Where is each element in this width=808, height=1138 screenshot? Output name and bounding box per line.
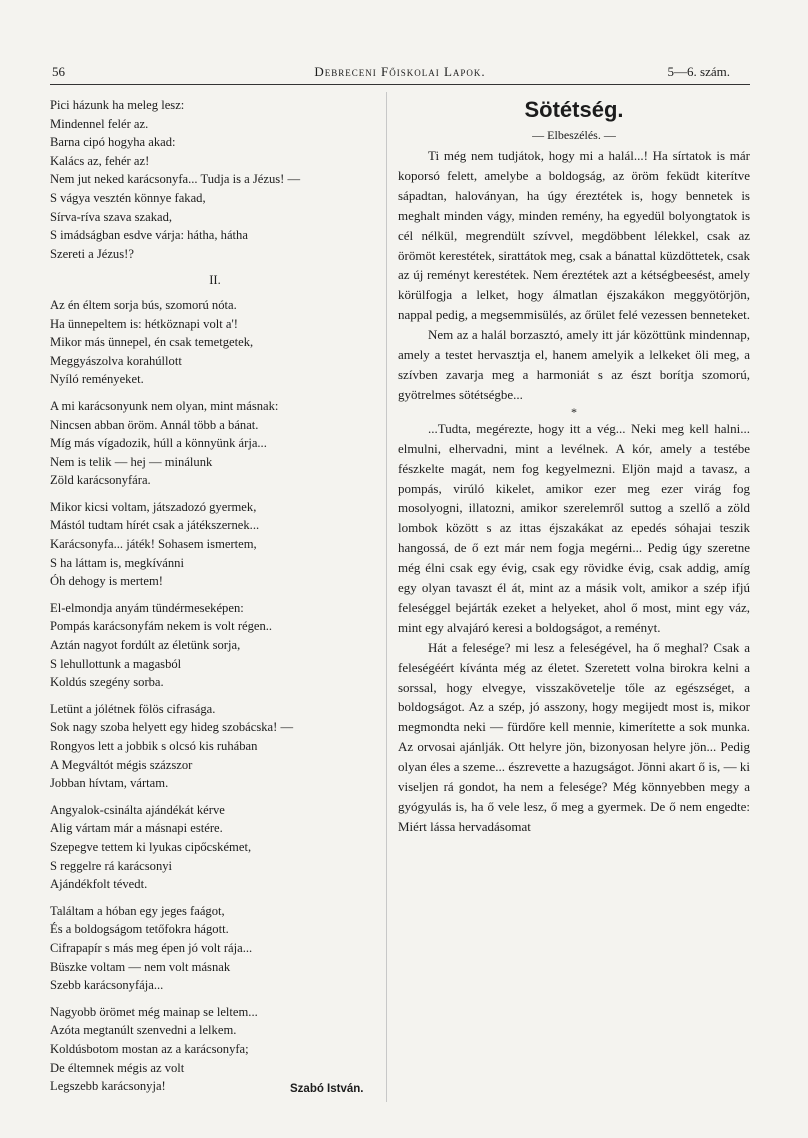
poem-stanza (50, 700, 380, 793)
poem-line: Koldús szegény sorba. (50, 675, 164, 690)
poem-line: Nincsen abban öröm. Annál több a bánat. (50, 417, 259, 432)
poem-line: Mindennel felér az. (50, 116, 149, 131)
poem-line: S imádságban esdve várja: hátha, hátha (50, 228, 248, 243)
poem-line: Nem is telik — hej — minálunk (50, 454, 213, 469)
poem-line: Sok nagy szoba helyett egy hideg szobácska! — (50, 720, 294, 735)
poem-line: Legszebb karácsonyja! (50, 1079, 166, 1094)
poem-line: El-elmondja anyám tündérmeseképen: (50, 600, 244, 615)
poem-line: Jobban hívtam, vártam. (50, 776, 169, 791)
poem-line: Pompás karácsonyfám nekem is volt régen.. (50, 619, 273, 634)
poem-line: Mástól tudtam hírét csak a játékszernek... (50, 518, 260, 533)
poem-line: Aztán nagyot fordúlt az életünk sorja, (50, 638, 241, 653)
story-paragraph: Ti még nem tudjátok, hogy mi a halál...! Ha sírtatok is már koporsó felett, amelybe a boldogság, az öröm feküdt kiterítve sápadtan, haloványan, ha úgy éreztétek is, hogy bennetek is meghalt minden vágy, minden remény, ha egyedül bolyongtatok is cél nélkül, megrendült szívvel, megdöbbent lélekkel, csak az örömöt kerestétek, sirattátok meg, csak a bánattal küzdöttetek, csak az új reményt kerestétek. Nem éreztétek azt a kétségbeesést, amely körülfogja a lelket, hogy álmatlan éjszakákon meggyötörjön, nappal pedig, a megsemmisülés, az őrület felé vezessen benneteket. (398, 148, 750, 323)
poem-line: Letünt a jólétnek fölös cifrasága. (50, 701, 216, 716)
journal-title: Debreceni Főiskolai Lapok. (314, 64, 486, 79)
poem-stanza (50, 1003, 380, 1096)
story-column (398, 96, 750, 837)
poem-line: Szereti a Jézus!? (50, 246, 134, 261)
poem-stanza (50, 96, 380, 263)
poem-author: Szabó István. (290, 1083, 364, 1095)
poem-line: S lehullottunk a magasból (50, 656, 182, 671)
section-separator: * (571, 404, 577, 419)
poem-line: Nem jut neked karácsonyfa... Tudja is a Jézus! — (50, 172, 301, 187)
poem-line: Karácsonyfa... játék! Sohasem ismertem, (50, 537, 257, 552)
poem-line: Koldúsbotom mostan az a karácsonyfa; (50, 1041, 249, 1056)
poem-line: Nagyobb örömet még mainap se leltem... (50, 1004, 258, 1019)
poem-stanza (50, 498, 380, 591)
section-number: II. (209, 273, 221, 288)
poem-line: Az én éltem sorja bús, szomorú nóta. (50, 297, 237, 312)
poem-line: Barna cipó hogyha akad: (50, 135, 176, 150)
story-subtitle: — Elbeszélés. — (532, 128, 616, 142)
poem-line: Ha ünnepeltem is: hétköznapi volt a'! (50, 316, 238, 331)
poem-line: Mikor más ünnepel, én csak temetgetek, (50, 335, 254, 350)
poem-line: Alig vártam már a másnapi estére. (50, 821, 223, 836)
poem-line: Szebb karácsonyfája... (50, 978, 164, 993)
poem-line: Mikor kicsi voltam, játszadozó gyermek, (50, 499, 257, 514)
poem-line: Azóta megtanúlt szenvedni a lelkem. (50, 1023, 237, 1038)
column-divider (386, 92, 387, 1102)
story-paragraph: Hát a felesége? mi lesz a feleségével, ha ő meghal? Csak a feleségéért kívánta még az életet. Szeretett volna birokra kelni a sorssal, hogy elvegye, visszakövetelje tőle az egészséget, a boldogságot. Az a szép, jó asszony, hogy megijedt most is, mikor megmondta neki — fürdőre kell mennie, kimerítette a sok munka. Az orvosai ajánlják. Ott helyre jön, bizonyosan helyre jön... Pedig olyan éles a szeme... észrevette a hazugságot. Jönni akart ő is, — ki viseljen rá gondot, ha nem a felesége? Még könnyebben megy a gyógyulás is, ha ő vele lesz, ő meg a gyermek. De ő nem engedte: Miért lássa hervadásomat (398, 639, 750, 834)
poem-line: De éltemnek mégis az volt (50, 1060, 185, 1075)
poem-line: A Megváltót mégis százszor (50, 757, 193, 772)
poem-line: Cifrapapír s más meg épen jó volt rája... (50, 940, 253, 955)
story-title: Sötétség. (524, 97, 624, 122)
poem-line: Nyíló reményeket. (50, 372, 144, 387)
poem-line: Míg más vígadozik, húll a könnyünk árja... (50, 436, 267, 451)
issue-number: 5—6. szám. (667, 64, 730, 79)
poem-stanza (50, 902, 380, 995)
poem-line: S vágya vesztén könnye fakad, (50, 190, 206, 205)
poem-stanza (50, 599, 380, 692)
poem-stanza (50, 296, 380, 389)
poem-line: S reggelre rá karácsonyi (50, 858, 173, 873)
poem-column (50, 96, 380, 1104)
poem-line: Ajándékfolt tévedt. (50, 877, 148, 892)
poem-line: Találtam a hóban egy jeges faágot, (50, 903, 225, 918)
page-header (50, 62, 750, 85)
poem-line: Sírva-ríva szava szakad, (50, 209, 173, 224)
poem-line: Pici házunk ha meleg lesz: (50, 98, 185, 112)
poem-line: És a boldogságom tetőfokra hágott. (50, 922, 229, 937)
story-paragraph: ...Tudta, megérezte, hogy itt a vég... Neki meg kell halni... elmulni, elhervadni, mint a levélnek. A kór, amely a testébe fészkelte magát, nem fog kegyelmezni. Eljön majd a tavasz, a pompás, virúló kikelet, amikor ezer meg ezer virág fog mosolyogni, illatozni, amikor szerelemről suttog a szellő a zöld lombok között s az ittas éjszakákat az epedés sóhajai teszik hangossá, de ő ezt már nem fogja megérni... Pedig úgy szeretne még élni csak egy évig, csak egy rövidke évig, csak addig, amíg egy olyan tavaszt él át, mint az a másik volt, amikor a szép ifjú feleséggel bejárták ezeket a helyeket, ahol ő most, mint egy váz, mint egy alvajáró keresi a boldogságot, a reményt. (398, 420, 750, 635)
poem-line: Szepegve tettem ki lyukas cipőcskémet, (50, 839, 252, 854)
poem-line: Büszke voltam — nem volt másnak (50, 959, 231, 974)
poem-line: Óh dehogy is mertem! (50, 574, 163, 589)
poem-stanza (50, 397, 380, 490)
poem-line: Kalács az, fehér az! (50, 153, 150, 168)
story-paragraph: Nem az a halál borzasztó, amely itt jár közöttünk mindennap, amely a testet hervasztja el, hanem amelyik a lelkeket öli meg, a szívben zavarja meg a harmoniát s az észt borítja szomorú, gyötrelmes sötétségbe... (398, 327, 750, 402)
poem-stanza (50, 801, 380, 894)
poem-line: Meggyászolva korahúllott (50, 353, 182, 368)
poem-line: Rongyos lett a jobbik s olcsó kis ruhában (50, 739, 258, 753)
poem-line: S ha láttam is, megkívánni (50, 555, 184, 570)
poem-line: Zöld karácsonyfára. (50, 473, 151, 488)
poem-line: A mi karácsonyunk nem olyan, mint másnak: (50, 398, 279, 413)
page-number: 56 (52, 64, 65, 79)
poem-line: Angyalok-csinálta ajándékát kérve (50, 802, 225, 817)
